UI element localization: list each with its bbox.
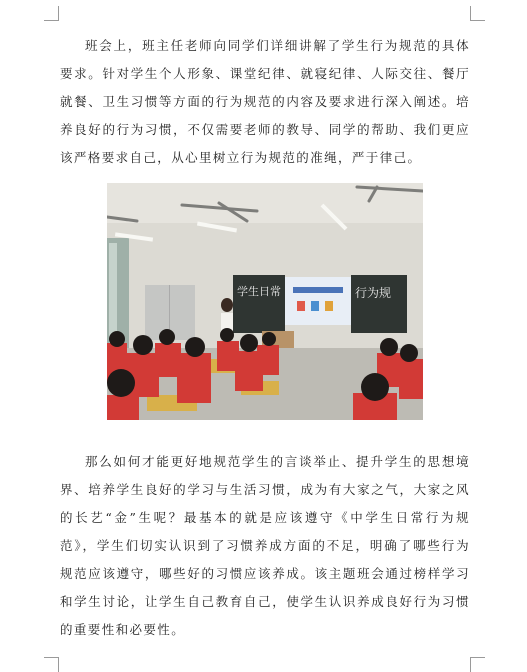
svg-text:学生日常: 学生日常 [237, 285, 281, 298]
svg-text:行为规: 行为规 [355, 286, 392, 300]
paragraph-intro: 班会上，班主任老师向同学们详细讲解了学生行为规范的具体要求。针对学生个人形象、课堂纪律、就寝纪律、人际交往、餐厅就餐、卫生习惯等方面的行为规范的内容及要求进行深入阐述。培养良好的行为习惯，不仅需要老师的教导、同学的帮助、我们更应该严格要求自己，从心里树立行为规范的准绳，严于律己。 [60, 38, 470, 165]
crop-mark-bottom-left [44, 657, 59, 672]
crop-mark-top-left [44, 6, 59, 21]
crop-mark-top-right [470, 6, 485, 21]
paragraph-discussion: 那么如何才能更好地规范学生的言谈举止、提升学生的思想境界、培养学生良好的学习与生活习惯，成为有大家之气，大家之风的长艺“金”生呢？最基本的就是应该遵守《中学生日常行为规范》，学生们切实认识到了习惯养成方面的不足，明确了哪些行为规范应该遵守，哪些好的习惯应该养成。该主题班会通过榜样学习和学生讨论，让学生自己教育自己，使学生认识养成良好行为习惯的重要性和必要性。 [60, 454, 470, 637]
crop-mark-bottom-right [470, 657, 485, 672]
classroom-photo [107, 183, 423, 420]
